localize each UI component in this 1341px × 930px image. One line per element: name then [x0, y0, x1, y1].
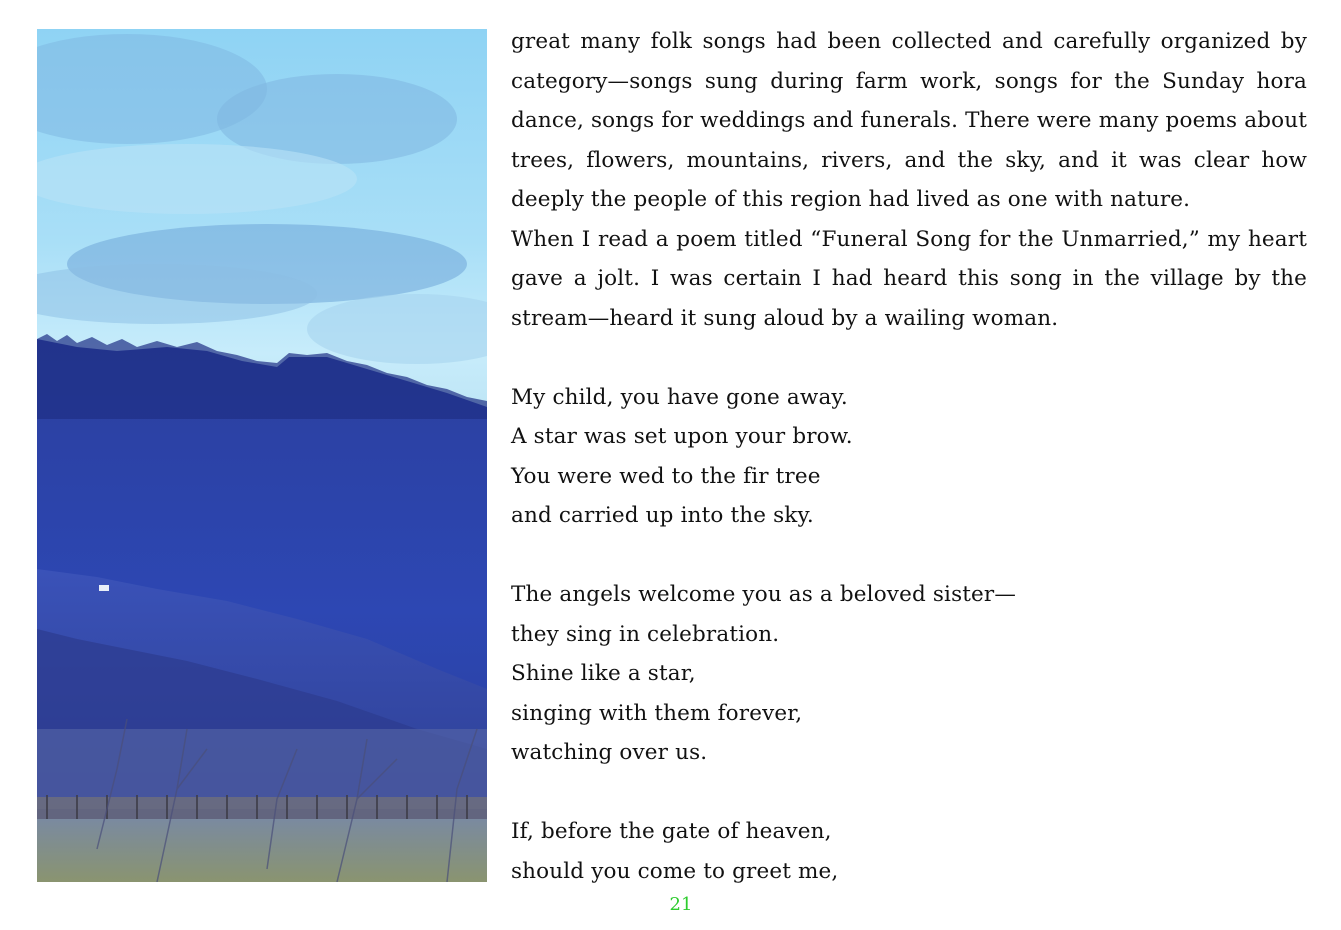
poem-stanza-1: [511, 378, 1307, 536]
poem-line: singing with them forever,: [511, 700, 803, 726]
poem-stanza-2: [511, 575, 1307, 773]
landscape-photo: [37, 29, 487, 882]
mountain-landscape-image: [37, 29, 487, 882]
poem-line: should you come to greet me,: [511, 858, 839, 884]
poem-line: The angels welcome you as a beloved sister—: [511, 582, 1016, 607]
poem-line: You were wed to the fir tree: [511, 463, 821, 489]
poem-line: My child, you have gone away.: [511, 384, 848, 410]
poem-line: watching over us.: [511, 740, 708, 765]
poem-line: and carried up into the sky.: [511, 503, 814, 528]
poem-line: A star was set upon your brow.: [511, 424, 853, 449]
body-paragraph-1: great many folk songs had been collected and carefully organized by category—songs sung during farm work, songs for the Sunday hora dance, songs for weddings and funerals. There were many poems about trees, flowers, mountains, rivers, and the sky, and it was clear how deeply the people of this region had lived as one with nature.: [511, 29, 1307, 212]
poem-stanza-3: [511, 812, 1307, 891]
poem-line: If, before the gate of heaven,: [511, 819, 832, 844]
body-paragraph-2: When I read a poem titled “Funeral Song for the Unmarried,” my heart gave a jolt. I was certain I had heard this song in the village by the stream—heard it sung aloud by a wailing woman.: [511, 226, 1307, 331]
poem-line: they sing in celebration.: [511, 621, 780, 647]
poem-line: Shine like a star,: [511, 661, 696, 686]
text-column: [511, 22, 1307, 891]
page-number: 21: [669, 894, 693, 915]
